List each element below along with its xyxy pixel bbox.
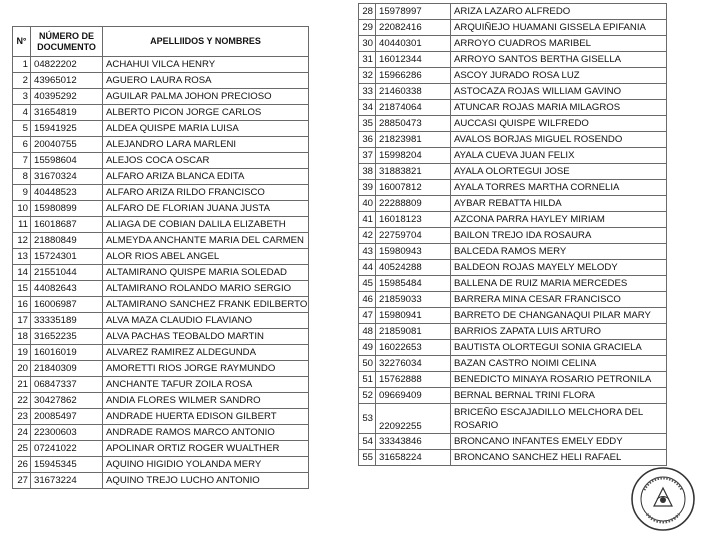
table-row [359,244,667,260]
row-number: 39 [359,180,376,196]
document-number: 15945345 [31,457,103,473]
document-number: 21859081 [376,324,451,340]
table-row [359,260,667,276]
table-row [13,185,309,201]
table-row [359,68,667,84]
table-row [359,324,667,340]
row-number: 55 [359,450,376,466]
row-number: 6 [13,137,31,153]
full-name: ANDIA FLORES WILMER SANDRO [103,393,309,409]
row-number: 24 [13,425,31,441]
document-number: 15980943 [376,244,451,260]
row-number: 13 [13,249,31,265]
full-name: AQUINO TREJO LUCHO ANTONIO [103,473,309,489]
full-name: ALEJANDRO LARA MARLENI [103,137,309,153]
row-number: 21 [13,377,31,393]
document-number: 07241022 [31,441,103,457]
document-number: 15762888 [376,372,451,388]
document-number: 40395292 [31,89,103,105]
document-number: 22759704 [376,228,451,244]
table-row [13,137,309,153]
full-name: ALVA PACHAS TEOBALDO MARTIN [103,329,309,345]
document-number: 21551044 [31,265,103,281]
full-name: BRONCANO SANCHEZ HELI RAFAEL [451,450,667,466]
table-row [13,345,309,361]
full-name: ALFARO ARIZA BLANCA EDITA [103,169,309,185]
document-number: 31652235 [31,329,103,345]
table-row [359,52,667,68]
full-name: ANCHANTE TAFUR ZOILA ROSA [103,377,309,393]
document-number: 16018123 [376,212,451,228]
table-row [13,169,309,185]
row-number: 41 [359,212,376,228]
full-name: AUCCASI QUISPE WILFREDO [451,116,667,132]
row-number: 15 [13,281,31,297]
table-row [359,356,667,372]
document-number: 16018687 [31,217,103,233]
row-number: 42 [359,228,376,244]
full-name: AYALA CUEVA JUAN FELIX [451,148,667,164]
document-number: 20085497 [31,409,103,425]
row-number: 43 [359,244,376,260]
table-row [13,73,309,89]
full-name: AQUINO HIGIDIO YOLANDA MERY [103,457,309,473]
table-row [359,196,667,212]
table-row [359,148,667,164]
table-row [359,132,667,148]
row-number: 51 [359,372,376,388]
row-number: 10 [13,201,31,217]
row-number: 54 [359,434,376,450]
document-number: 44082643 [31,281,103,297]
table-row [359,434,667,450]
table-row [13,409,309,425]
table-row [359,292,667,308]
full-name: ASTOCAZA ROJAS WILLIAM GAVINO [451,84,667,100]
full-name: ACHAHUI VILCA HENRY [103,57,309,73]
row-number: 9 [13,185,31,201]
row-number: 52 [359,388,376,404]
document-number: 22092255 [376,404,451,434]
row-number: 25 [13,441,31,457]
row-number: 2 [13,73,31,89]
full-name: BARRIOS ZAPATA LUIS ARTURO [451,324,667,340]
document-number: 33335189 [31,313,103,329]
full-name: BAILON TREJO IDA ROSAURA [451,228,667,244]
document-number: 15724301 [31,249,103,265]
row-number: 8 [13,169,31,185]
document-number: 15978997 [376,4,451,20]
full-name: BRICEÑO ESCAJADILLO MELCHORA DEL ROSARIO [451,404,667,434]
full-name: ALOR RIOS ABEL ANGEL [103,249,309,265]
full-name: BALLENA DE RUIZ MARIA MERCEDES [451,276,667,292]
table-row [13,329,309,345]
document-number: 21859033 [376,292,451,308]
full-name: BAUTISTA OLORTEGUI SONIA GRACIELA [451,340,667,356]
table-row [13,153,309,169]
row-number: 47 [359,308,376,324]
document-number: 31658224 [376,450,451,466]
full-name: AZCONA PARRA HAYLEY MIRIAM [451,212,667,228]
full-name: ANDRADE HUERTA EDISON GILBERT [103,409,309,425]
row-number: 23 [13,409,31,425]
row-number: 19 [13,345,31,361]
full-name: BALDEON ROJAS MAYELY MELODY [451,260,667,276]
full-name: BRONCANO INFANTES EMELY EDDY [451,434,667,450]
full-name: ALFARO ARIZA RILDO FRANCISCO [103,185,309,201]
table-row [13,89,309,105]
row-number: 7 [13,153,31,169]
full-name: ATUNCAR ROJAS MARIA MILAGROS [451,100,667,116]
table-row [13,313,309,329]
full-name: BENEDICTO MINAYA ROSARIO PETRONILA [451,372,667,388]
roster-table-right [358,3,667,466]
document-number: 20040755 [31,137,103,153]
document-number: 16016019 [31,345,103,361]
row-number: 35 [359,116,376,132]
document-number: 21823981 [376,132,451,148]
row-number: 4 [13,105,31,121]
document-number: 40448523 [31,185,103,201]
document-number: 22300603 [31,425,103,441]
row-number: 37 [359,148,376,164]
official-seal-stamp [630,466,696,532]
document-number: 21840309 [31,361,103,377]
table-row [359,164,667,180]
table-row [359,100,667,116]
table-row [13,265,309,281]
document-number: 22082416 [376,20,451,36]
table-row [359,450,667,466]
row-number: 44 [359,260,376,276]
table-row [359,180,667,196]
document-number: 15980941 [376,308,451,324]
table-row [13,361,309,377]
table-row [13,297,309,313]
table-row [13,425,309,441]
table-row [13,201,309,217]
table-row [359,276,667,292]
row-number: 48 [359,324,376,340]
table-row [13,57,309,73]
document-number: 16012344 [376,52,451,68]
document-number: 31654819 [31,105,103,121]
full-name: ARROYO SANTOS BERTHA GISELLA [451,52,667,68]
full-name: BARRETO DE CHANGANAQUI PILAR MARY [451,308,667,324]
document-number: 15941925 [31,121,103,137]
full-name: BALCEDA RAMOS MERY [451,244,667,260]
row-number: 36 [359,132,376,148]
row-number: 34 [359,100,376,116]
document-number: 15980899 [31,201,103,217]
full-name: BAZAN CASTRO NOIMI CELINA [451,356,667,372]
row-number: 53 [359,404,376,434]
document-number: 21874064 [376,100,451,116]
row-number: 17 [13,313,31,329]
full-name: ARROYO CUADROS MARIBEL [451,36,667,52]
document-number: 04822202 [31,57,103,73]
full-name: ALTAMIRANO SANCHEZ FRANK EDILBERTO [103,297,309,313]
table-row [359,212,667,228]
row-number: 33 [359,84,376,100]
row-number: 27 [13,473,31,489]
header-number: N° [13,27,31,57]
full-name: APOLINAR ORTIZ ROGER WUALTHER [103,441,309,457]
document-number: 15966286 [376,68,451,84]
full-name: ARIZA LAZARO ALFREDO [451,4,667,20]
document-number: 40524288 [376,260,451,276]
row-number: 46 [359,292,376,308]
header-names: APELLIIDOS Y NOMBRES [103,27,309,57]
row-number: 40 [359,196,376,212]
table-row [13,233,309,249]
full-name: ALIAGA DE COBIAN DALILA ELIZABETH [103,217,309,233]
table-row [13,457,309,473]
full-name: AVALOS BORJAS MIGUEL ROSENDO [451,132,667,148]
table-row [359,372,667,388]
table-row [13,249,309,265]
document-number: 15998204 [376,148,451,164]
table-header-row [13,27,309,57]
row-number: 11 [13,217,31,233]
document-number: 28850473 [376,116,451,132]
row-number: 29 [359,20,376,36]
full-name: ALTAMIRANO QUISPE MARIA SOLEDAD [103,265,309,281]
document-number: 31673224 [31,473,103,489]
table-row [359,228,667,244]
full-name: ARQUIÑEJO HUAMANI GISSELA EPIFANIA [451,20,667,36]
table-row [13,281,309,297]
table-row [13,105,309,121]
row-number: 32 [359,68,376,84]
row-number: 12 [13,233,31,249]
roster-table-left [12,26,309,489]
full-name: ANDRADE RAMOS MARCO ANTONIO [103,425,309,441]
table-row [359,4,667,20]
row-number: 50 [359,356,376,372]
row-number: 5 [13,121,31,137]
row-number: 49 [359,340,376,356]
full-name: AYALA OLORTEGUI JOSE [451,164,667,180]
table-row [13,473,309,489]
full-name: AGUERO LAURA ROSA [103,73,309,89]
row-number: 26 [13,457,31,473]
document-number: 43965012 [31,73,103,89]
document-number: 21880849 [31,233,103,249]
full-name: AMORETTI RIOS JORGE RAYMUNDO [103,361,309,377]
row-number: 14 [13,265,31,281]
row-number: 30 [359,36,376,52]
table-row [359,36,667,52]
row-number: 31 [359,52,376,68]
table-row [13,121,309,137]
full-name: ALBERTO PICON JORGE CARLOS [103,105,309,121]
table-row [13,441,309,457]
full-name: ALDEA QUISPE MARIA LUISA [103,121,309,137]
row-number: 16 [13,297,31,313]
document-number: 32276034 [376,356,451,372]
full-name: AGUILAR PALMA JOHON PRECIOSO [103,89,309,105]
document-number: 09669409 [376,388,451,404]
full-name: BARRERA MINA CESAR FRANCISCO [451,292,667,308]
row-number: 22 [13,393,31,409]
document-number: 21460338 [376,84,451,100]
row-number: 20 [13,361,31,377]
document-number: 31670324 [31,169,103,185]
full-name: ALVA MAZA CLAUDIO FLAVIANO [103,313,309,329]
table-row [359,308,667,324]
document-number: 16022653 [376,340,451,356]
header-document: NÚMERO DE DOCUMENTO [31,27,103,57]
table-row [359,340,667,356]
document-number: 30427862 [31,393,103,409]
row-number: 38 [359,164,376,180]
full-name: ALVAREZ RAMIREZ ALDEGUNDA [103,345,309,361]
document-number: 33343846 [376,434,451,450]
full-name: ALFARO DE FLORIAN JUANA JUSTA [103,201,309,217]
document-number: 31883821 [376,164,451,180]
table-row [359,84,667,100]
table-row [359,20,667,36]
row-number: 45 [359,276,376,292]
row-number: 18 [13,329,31,345]
full-name: ALMEYDA ANCHANTE MARIA DEL CARMEN [103,233,309,249]
full-name: AYALA TORRES MARTHA CORNELIA [451,180,667,196]
table-row [359,116,667,132]
table-row [359,388,667,404]
document-number: 40440301 [376,36,451,52]
full-name: AYBAR REBATTA HILDA [451,196,667,212]
table-row [13,393,309,409]
table-row [359,404,667,434]
document-number: 15985484 [376,276,451,292]
row-number: 28 [359,4,376,20]
full-name: BERNAL BERNAL TRINI FLORA [451,388,667,404]
row-number: 1 [13,57,31,73]
table-row [13,217,309,233]
document-number: 15598604 [31,153,103,169]
row-number: 3 [13,89,31,105]
full-name: ALTAMIRANO ROLANDO MARIO SERGIO [103,281,309,297]
full-name: ALEJOS COCA OSCAR [103,153,309,169]
document-number: 06847337 [31,377,103,393]
table-row [13,377,309,393]
full-name: ASCOY JURADO ROSA LUZ [451,68,667,84]
document-number: 16007812 [376,180,451,196]
document-number: 22288809 [376,196,451,212]
document-number: 16006987 [31,297,103,313]
